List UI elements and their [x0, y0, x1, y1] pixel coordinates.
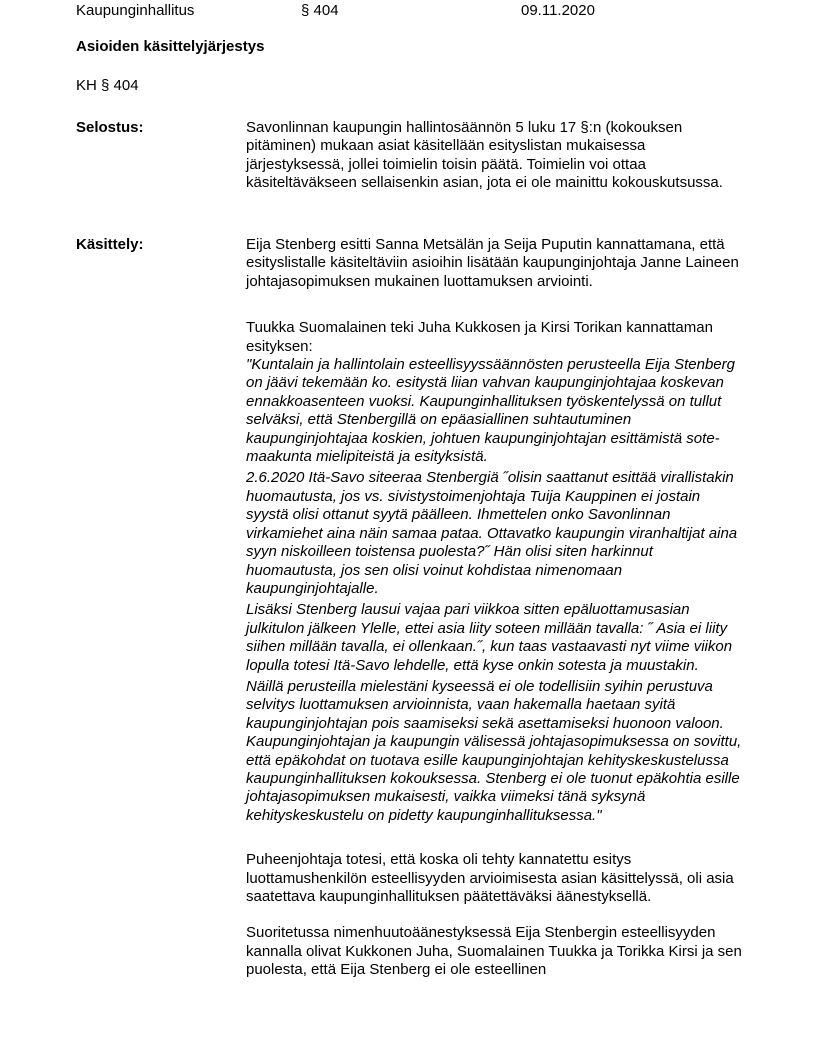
quote-paragraph-4: Näillä perusteilla mielestäni kyseessä ei ole todellisiin syihin perustuva selvitys luottamuksen arvioinnista, vaan hakemalla haetaan syitä kaupunginjohtajan pois saamiseksi sekä asettamiseksi huonoon valoon. Kaupunginjohtajan ja kaupungin välisessä johtajasopimuksessa on sovittu, että epäkohdat on tuotava esille kaupunginjohtajan kehityskeskustelussa kaupunginhallituksen kokouksessa. Stenberg ei ole tuonut epäkohtia esille johtajasopimuksen mukaisesti, vaikka viimeksi tänä syksynä kehityskeskustelu on pidetty kaupunginhallituksessa."	[246, 677, 742, 824]
kasittely-label: Käsittely:	[76, 236, 144, 253]
kasittely-paragraph-2-intro: Tuukka Suomalainen teki Juha Kukkosen ja Kirsi Torikan kannattaman esityksen:	[246, 319, 713, 355]
quote-paragraph-1: "Kuntalain ja hallintolain esteellisyyssäännösten perusteella Eija Stenberg on jäävi tekemään ko. esitystä liian vahvan kaupunginjohtajaa koskevan ennakkoasenteen vuoksi. Kaupunginhallituksen työskentelyssä on tullut selväksi, että Stenbergillä on epäasiallinen suhtautuminen kaupunginjohtajaa koskien, johtuen kaupunginjohtajan esittämistä sote-maakunta mielipiteistä ja esityksistä.	[246, 356, 735, 466]
header-paragraph-number: § 404	[301, 2, 339, 19]
document-reference: KH § 404	[76, 77, 139, 94]
kasittely-paragraph-1: Eija Stenberg esitti Sanna Metsälän ja Seija Puputin kannattamana, että esityslistalle käsiteltäviin asioihin lisätään kaupunginjohtaja Janne Laineen johtajasopimuksen mukainen luottamuksen arviointi.	[246, 236, 739, 290]
header-organization: Kaupunginhallitus	[76, 2, 195, 19]
quote-paragraph-2: 2.6.2020 Itä-Savo siteeraa Stenbergiä ˝olisin saattanut esittää virallistakin huomautusta, jos vs. sivistystoimenjohtaja Tuija Kauppinen ei jostain syystä olisi ottanut syytä päälleen. Ihmettelen onko Savonlinnan virkamiehet aina näin samaa pataa. Ottavatko kaupungin viranhaltijat aina syyn niskoilleen toistensa puolesta?˝ Hän olisi siten harkinnut huomautusta, jos sen olisi voinut kohdistaa nimenomaan kaupunginjohtajalle.	[246, 469, 738, 597]
selostus-paragraph: Savonlinnan kaupungin hallintosäännön 5 luku 17 §:n (kokouksen pitäminen) mukaan asiat käsitellään esityslistan mukaisessa järjestyksessä, jollei toimielin toisin päätä. Toimielin voi ottaa käsiteltäväkseen sellaisenkin asian, jota ei ole mainittu kokouskutsussa.	[246, 119, 723, 192]
quote-paragraph-3: Lisäksi Stenberg lausui vajaa pari viikkoa sitten epäluottamusasian julkitulon jälkeen Ylelle, ettei asia liity soteen millään tavalla: ˝ Asia ei liity siihen millään tavalla, ei ollenkaan.˝, kun taas vastaavasti nyt viime viikon lopulla totesi Itä-Savo lehdelle, että kyse onkin sotesta ja muustakin.	[246, 601, 733, 674]
header-date: 09.11.2020	[521, 2, 595, 19]
kasittely-paragraph-4: Suoritetussa nimenhuutoäänestyksessä Eija Stenbergin esteellisyyden kannalla olivat Kukkonen Juha, Suomalainen Tuukka ja Torikka Kirsi ja sen puolesta, että Eija Stenberg ei ole esteellinen	[246, 924, 742, 979]
selostus-text	[246, 119, 746, 193]
document-header	[76, 2, 776, 22]
kasittely-section	[246, 236, 746, 980]
kasittely-paragraph-3: Puheenjohtaja totesi, että koska oli tehty kannatettu esitys luottamushenkilön esteellisyyden arvioimisesta asian käsittelyssä, oli asia saatettava kaupunginhallituksen päätettäväksi äänestyksellä.	[246, 851, 734, 905]
selostus-label: Selostus:	[76, 119, 144, 136]
document-title: Asioiden käsittelyjärjestys	[76, 38, 265, 55]
quoted-proposal	[246, 356, 746, 825]
